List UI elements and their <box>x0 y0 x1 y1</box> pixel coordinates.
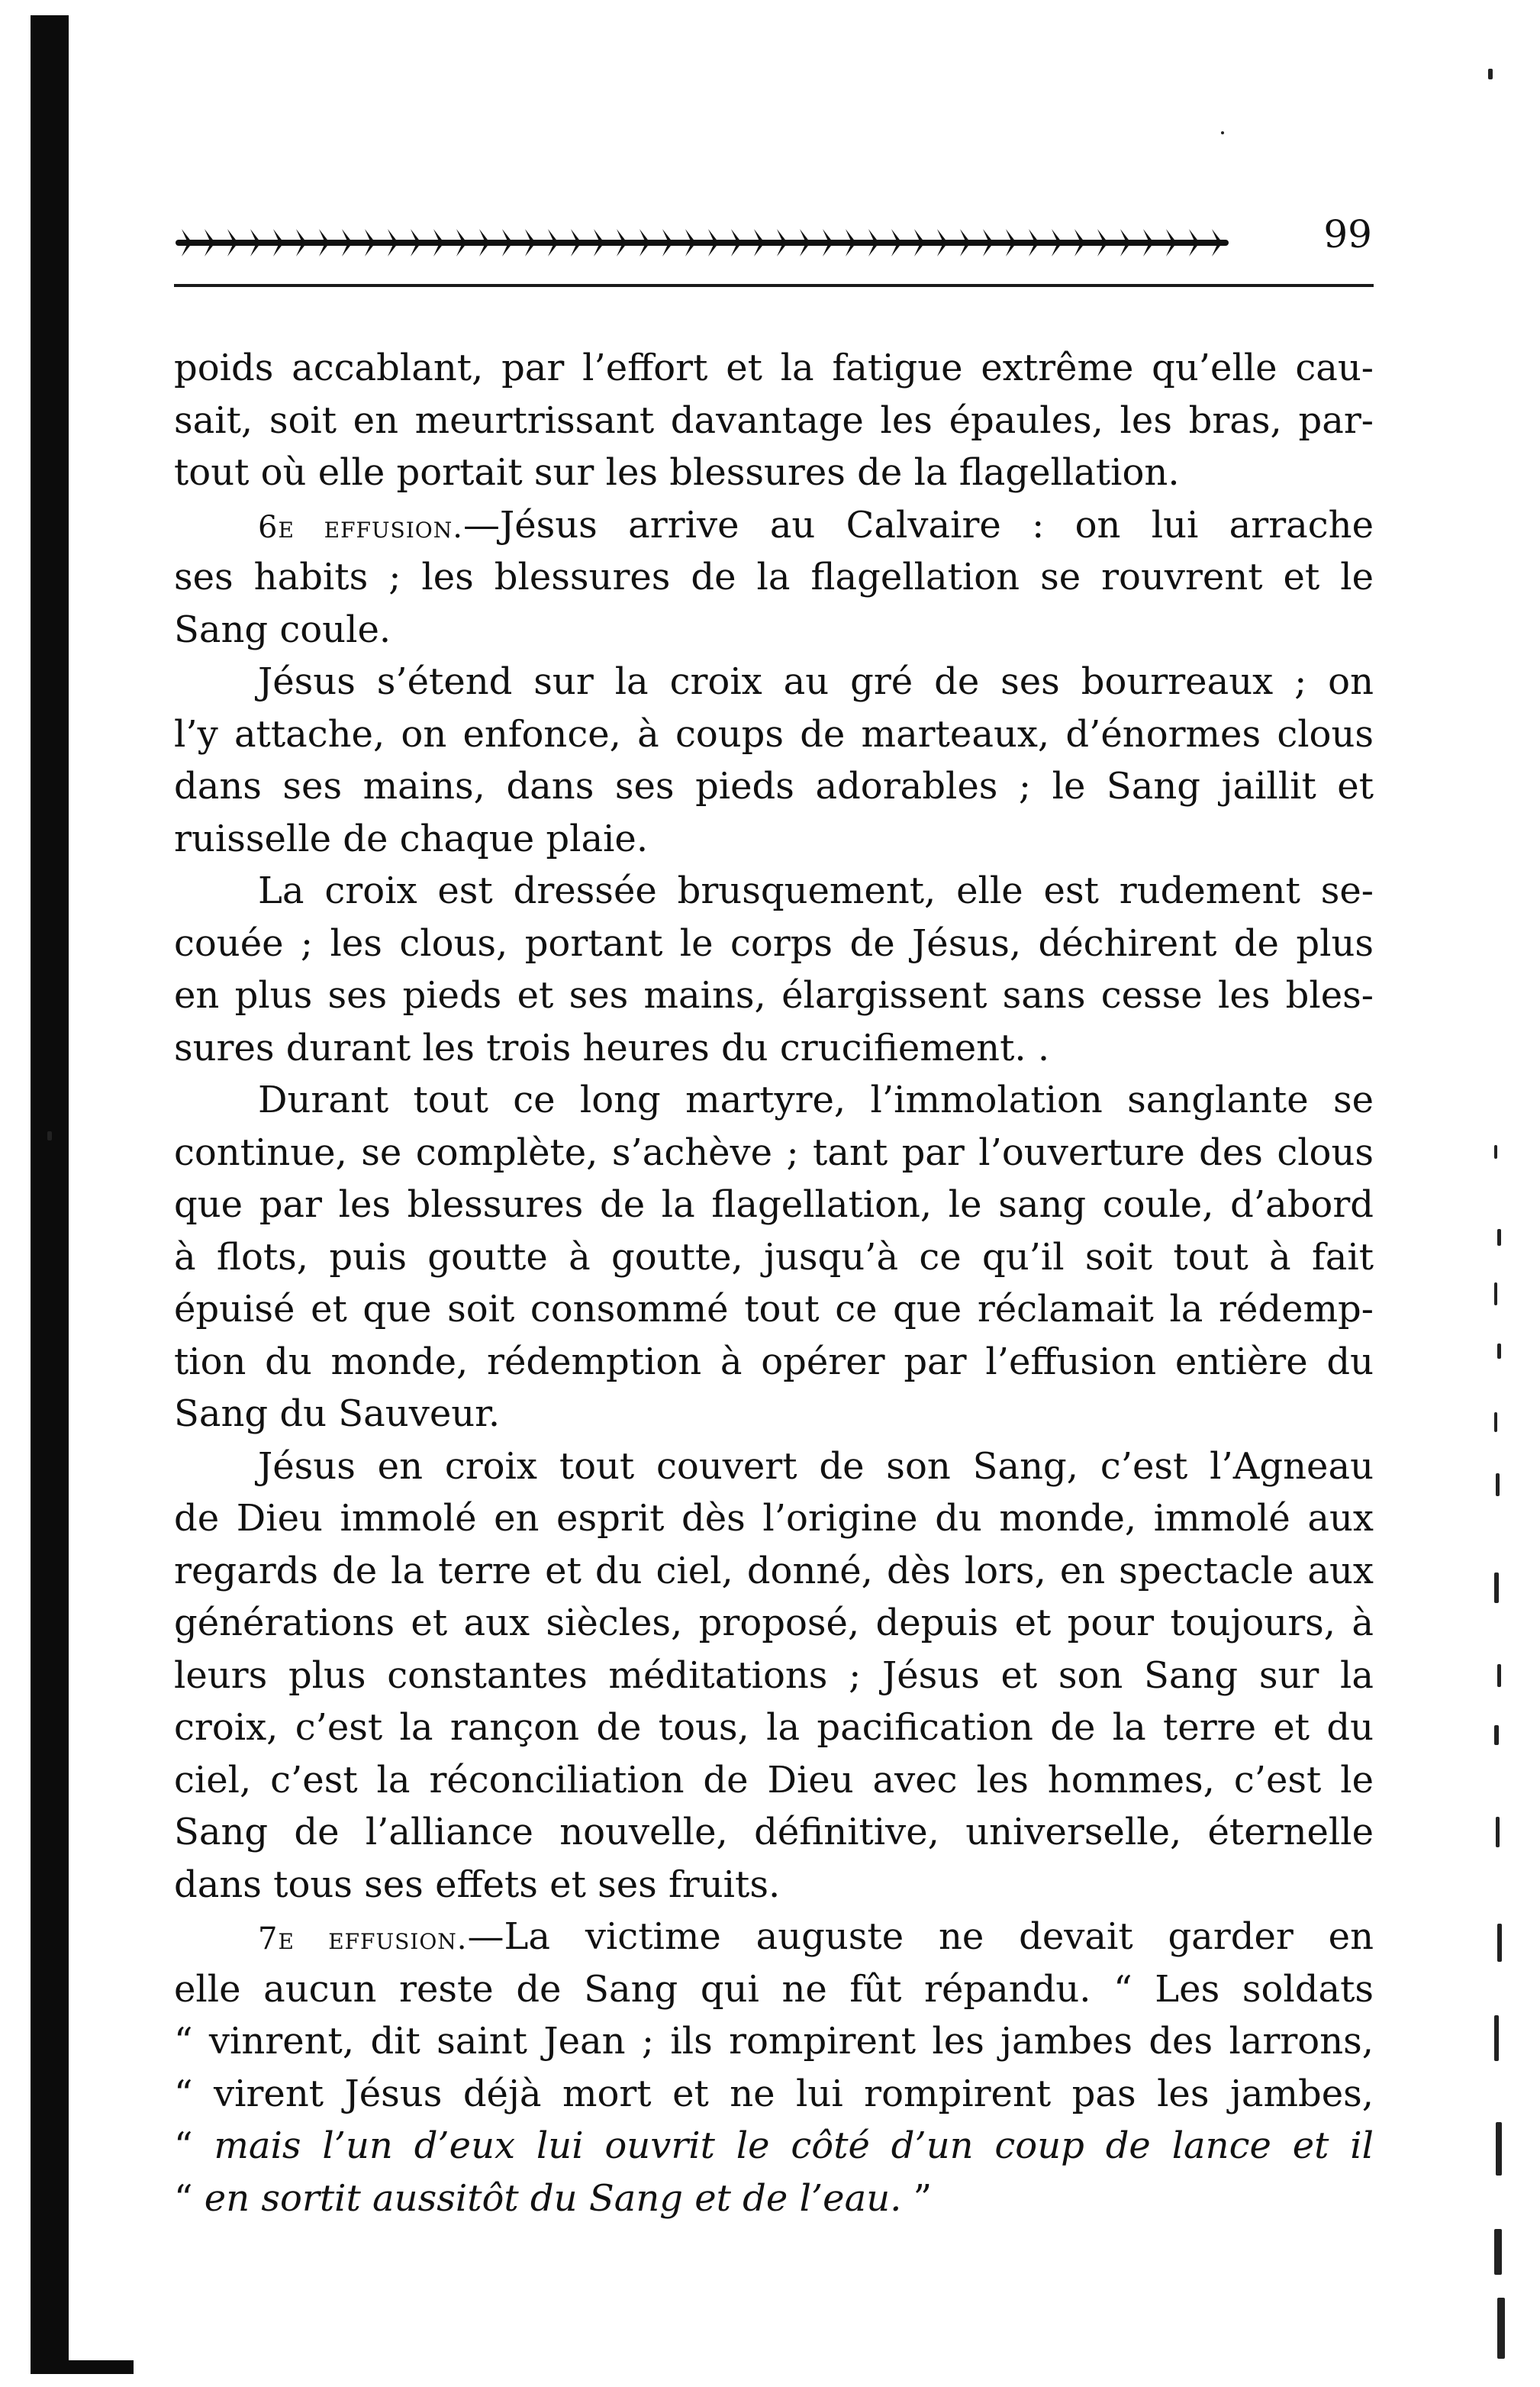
scan-speck <box>1221 131 1224 134</box>
text-line: à flots, puis goutte à goutte, jusqu’à ce qu’il soit tout à fait <box>174 1235 1374 1279</box>
section-label: 6e effusion. <box>258 509 463 545</box>
text-line: Sang coule. <box>174 608 391 651</box>
scan-speck <box>1494 2015 1499 2061</box>
body-text <box>174 342 1374 2224</box>
text-line: sures durant les trois heures du crucifiement. . <box>174 1026 1050 1069</box>
scan-speck <box>1494 1725 1499 1745</box>
text-line: La croix est dressée brusquement, elle est rudement se- <box>258 869 1374 912</box>
scan-speck <box>1494 1145 1497 1159</box>
scan-speck <box>47 1131 52 1140</box>
text-line: dans ses mains, dans ses pieds adorables ; le Sang jaillit et <box>174 765 1374 808</box>
text-line: croix, c’est la rançon de tous, la pacification de la terre et du <box>174 1706 1374 1749</box>
scan-speck <box>1497 2298 1505 2359</box>
text-line: Sang de l’alliance nouvelle, définitive, universelle, éternelle <box>174 1811 1374 1853</box>
scan-edge-foot <box>31 2360 134 2374</box>
text-line: Jésus en croix tout couvert de son Sang, c’est l’Agneau <box>258 1444 1374 1488</box>
scan-speck <box>1494 1412 1497 1432</box>
text-line: continue, se complète, s’achève ; tant par l’ouverture des clous <box>174 1131 1374 1174</box>
scan-speck <box>1496 1817 1500 1847</box>
text-line: “ virent Jésus déjà mort et ne lui rompirent pas les jambes, <box>174 2072 1374 2115</box>
text-line: tout où elle portait sur les blessures de la flagellation. <box>174 451 1180 494</box>
text-line: ses habits ; les blessures de la flagellation se rouvrent et le <box>174 556 1374 598</box>
text-line: Jésus s’étend sur la croix au gré de ses bourreaux ; on <box>258 660 1374 703</box>
scan-speck <box>1497 1229 1501 1246</box>
text-line: de Dieu immolé en esprit dès l’origine du monde, immolé aux <box>174 1497 1374 1540</box>
text-line: que par les blessures de la flagellation, le sang coule, d’abord <box>174 1183 1374 1226</box>
text-line: en plus ses pieds et ses mains, élargissent sans cesse les bles- <box>174 974 1374 1017</box>
scan-speck <box>1497 1924 1502 1962</box>
text-line: Durant tout ce long martyre, l’immolation sanglante se <box>258 1079 1374 1121</box>
scan-speck <box>1497 1664 1501 1687</box>
text-line: générations et aux siècles, proposé, depuis et pour toujours, à <box>174 1602 1374 1644</box>
text-line: dans tous ses effets et ses fruits. <box>174 1863 781 1906</box>
scan-speck <box>1494 1573 1499 1603</box>
text-line: elle aucun reste de Sang qui ne fût répandu. “ Les soldats <box>174 1967 1374 2011</box>
quoted-italic: en sortit aussitôt du Sang et de l’eau. <box>204 2176 902 2220</box>
text-line: regards de la terre et du ciel, donné, dès lors, en spectacle aux <box>174 1549 1374 1592</box>
scan-speck <box>1496 2122 1502 2176</box>
text-line: sait, soit en meurtrissant davantage les épaules, les bras, par- <box>174 398 1374 442</box>
text-line: ruisselle de chaque plaie. <box>174 817 649 860</box>
text-line: ciel, c’est la réconciliation de Dieu avec les hommes, c’est le <box>174 1758 1374 1802</box>
quoted-italic: mais l’un d’eux lui ouvrit le côté d’un coup de lance et il <box>214 2124 1374 2167</box>
text-line: “ en sortit aussitôt du Sang et de l’eau. ” <box>174 2176 933 2220</box>
text-line: tion du monde, rédemption à opérer par l’effusion entière du <box>174 1340 1374 1383</box>
text-line: leurs plus constantes méditations ; Jésus et son Sang sur la <box>174 1653 1374 1697</box>
text-line: 7e effusion.—La victime auguste ne devait garder en <box>258 1915 1374 1958</box>
text-line: poids accablant, par l’effort et la fatigue extrême qu’elle cau- <box>174 347 1374 389</box>
text-line: Sang du Sauveur. <box>174 1392 501 1435</box>
scan-speck <box>1488 69 1493 79</box>
text-line: “ mais l’un d’eux lui ouvrit le côté d’un coup de lance et il <box>174 2124 1374 2167</box>
scan-speck <box>1494 1282 1497 1305</box>
text-line: couée ; les clous, portant le corps de Jésus, déchirent de plus <box>174 921 1374 965</box>
header-rule <box>174 284 1374 287</box>
scan-speck <box>1494 2229 1502 2275</box>
running-title-ornament <box>176 226 1229 260</box>
scan-edge-shadow <box>31 15 69 2374</box>
scan-speck <box>1497 1343 1501 1359</box>
text-line: l’y attache, on enfonce, à coups de marteaux, d’énormes clous <box>174 712 1374 756</box>
text-line: “ vinrent, dit saint Jean ; ils rompirent les jambes des larrons, <box>174 2020 1374 2063</box>
text-line: épuisé et que soit consommé tout ce que réclamait la rédemp- <box>174 1288 1374 1331</box>
scan-speck <box>1496 1473 1500 1496</box>
text-line: 6e effusion.—Jésus arrive au Calvaire : on lui arrache <box>258 503 1374 547</box>
page-number: 99 <box>1323 212 1372 256</box>
section-label: 7e effusion. <box>258 1921 468 1956</box>
